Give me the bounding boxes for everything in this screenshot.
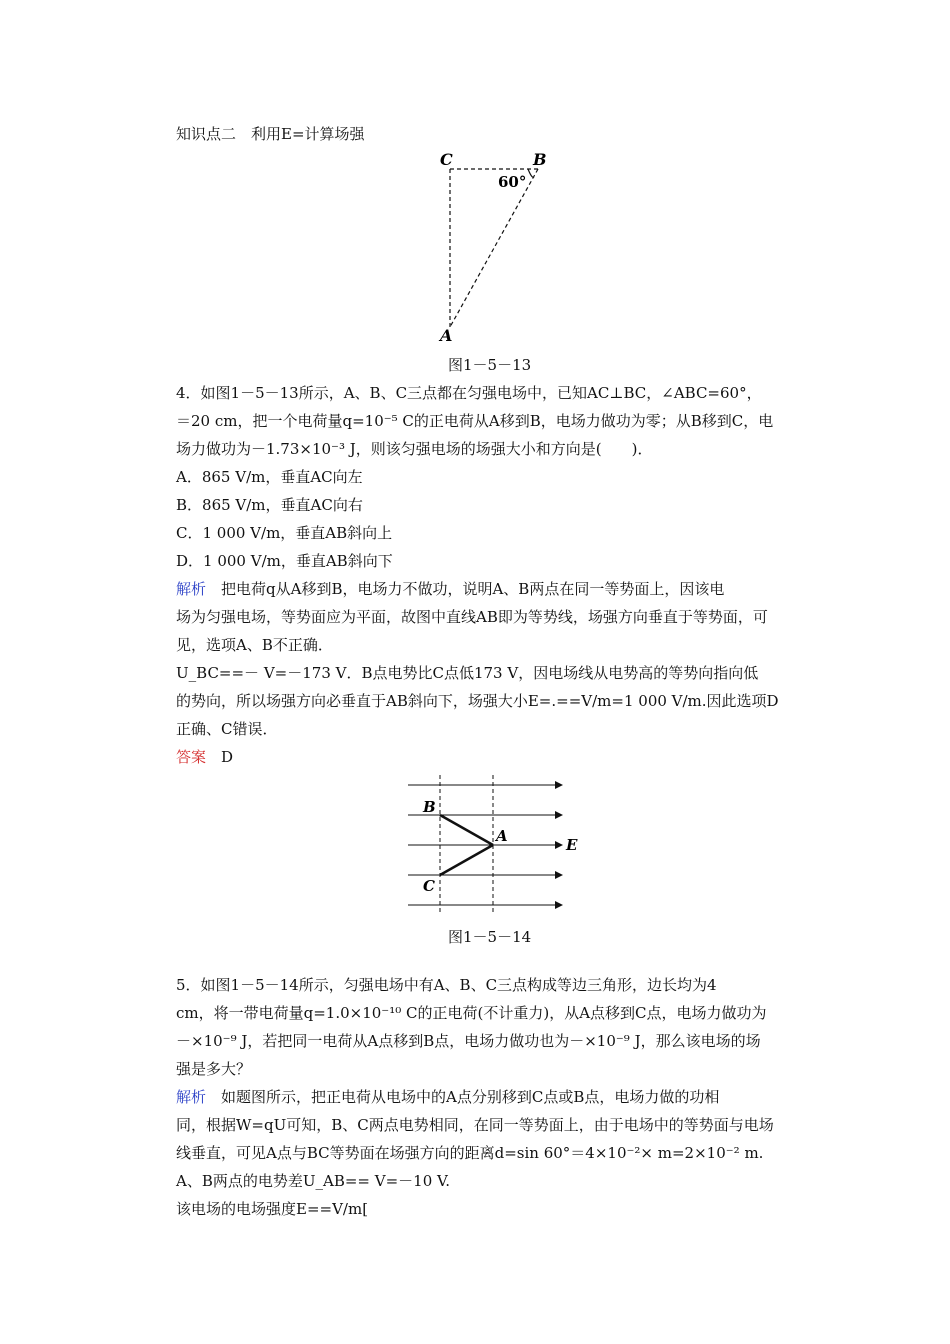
q4-line-1: 4．如图1－5－13所示，A、B、C三点都在匀强电场中，已知AC⊥BC，∠ABC=60°， [176,384,762,402]
q4-analysis-text-1: 把电荷q从A移到B，电场力不做功，说明A、B两点在同一等势面上，因该电 [206,580,725,598]
q5-line-2: cm，将一带电荷量q=1.0×10⁻¹⁰ C的正电荷(不计重力)，从A点移到C点，电场力做功为 [176,1004,767,1022]
label-a: A [440,326,453,345]
q4-answer-label: 答案 [176,748,207,766]
line-ba [450,169,538,327]
q4-line-2: ＝20 cm，把一个电荷量q=10⁻⁵ C的正电荷从A移到B，电场力做功为零；从B移到C，电 [176,412,774,430]
q4-analysis-line-5: 的势向，所以场强方向必垂直于AB斜向下，场强大小E=.==V/m=1 000 V/m.因此选项D [176,692,779,710]
q5-line-4: 强是多大？ [176,1060,252,1078]
section-title: 知识点二 利用E=计算场强 [176,125,365,143]
q4-answer-line [176,747,233,767]
q4-analysis-line-4: U_BC==－ V=－173 V．B点电势比C点低173 V，因电场线从电势高的等势向指向低 [176,664,759,682]
q5-analysis-line-5: 该电场的电场强度E==V/m[ [176,1200,369,1218]
segment-ca [440,845,493,875]
q5-analysis-text-1: 如题图所示，把正电荷从电场中的A点分别移到C点或B点，电场力做的功相 [206,1088,720,1106]
label-a2: A [496,827,508,845]
q4-answer-value: D [206,748,234,766]
q4-analysis-line-6: 正确、C错误． [176,720,278,738]
q4-line-3: 场力做功为－1.73×10⁻³ J，则该匀强电场的场强大小和方向是( )． [176,440,653,458]
figure1-caption: 图1－5－13 [448,356,532,374]
angle-arc [528,169,534,177]
q4-analysis-line-1 [176,579,724,599]
figure-field [400,770,600,920]
q5-analysis-line-4: A、B两点的电势差U_AB== V=－10 V. [176,1172,450,1190]
q4-analysis-line-2: 场为匀强电场，等势面应为平面，故图中直线AB即为等势线，场强方向垂直于等势面，可 [176,608,768,626]
q5-line-1: 5．如图1－5－14所示，匀强电场中有A、B、C三点构成等边三角形，边长均为4 [176,976,717,994]
label-angle: 60° [498,173,527,191]
figure-triangle [420,145,570,345]
label-b2: B [423,798,436,816]
label-c: C [440,150,453,169]
q5-analysis-line-3: 线垂直，可见A点与BC等势面在场强方向的距离d=sin 60°＝4×10⁻²× m=2×10⁻² m. [176,1144,764,1162]
segment-ba [440,815,493,845]
q4-option-d: D．1 000 V/m，垂直AB斜向下 [176,552,393,570]
label-c2: C [423,877,435,895]
q5-analysis-line-1 [176,1087,719,1107]
q4-analysis-line-3: 见，选项A、B不正确． [176,636,333,654]
label-b: B [533,150,547,169]
q4-option-c: C．1 000 V/m，垂直AB斜向上 [176,524,393,542]
q4-analysis-label: 解析 [176,580,207,598]
q4-option-b: B．865 V/m，垂直AC向右 [176,496,363,514]
q5-analysis-line-2: 同，根据W=qU可知，B、C两点电势相同，在同一等势面上，由于电场中的等势面与电场 [176,1116,774,1134]
q5-line-3: －×10⁻⁹ J，若把同一电荷从A点移到B点，电场力做功也为－×10⁻⁹ J，那么该电场的场 [176,1032,761,1050]
label-e: E [566,836,578,854]
q4-option-a: A．865 V/m，垂直AC向左 [176,468,363,486]
figure2-caption: 图1－5－14 [448,928,532,946]
q5-analysis-label: 解析 [176,1088,207,1106]
